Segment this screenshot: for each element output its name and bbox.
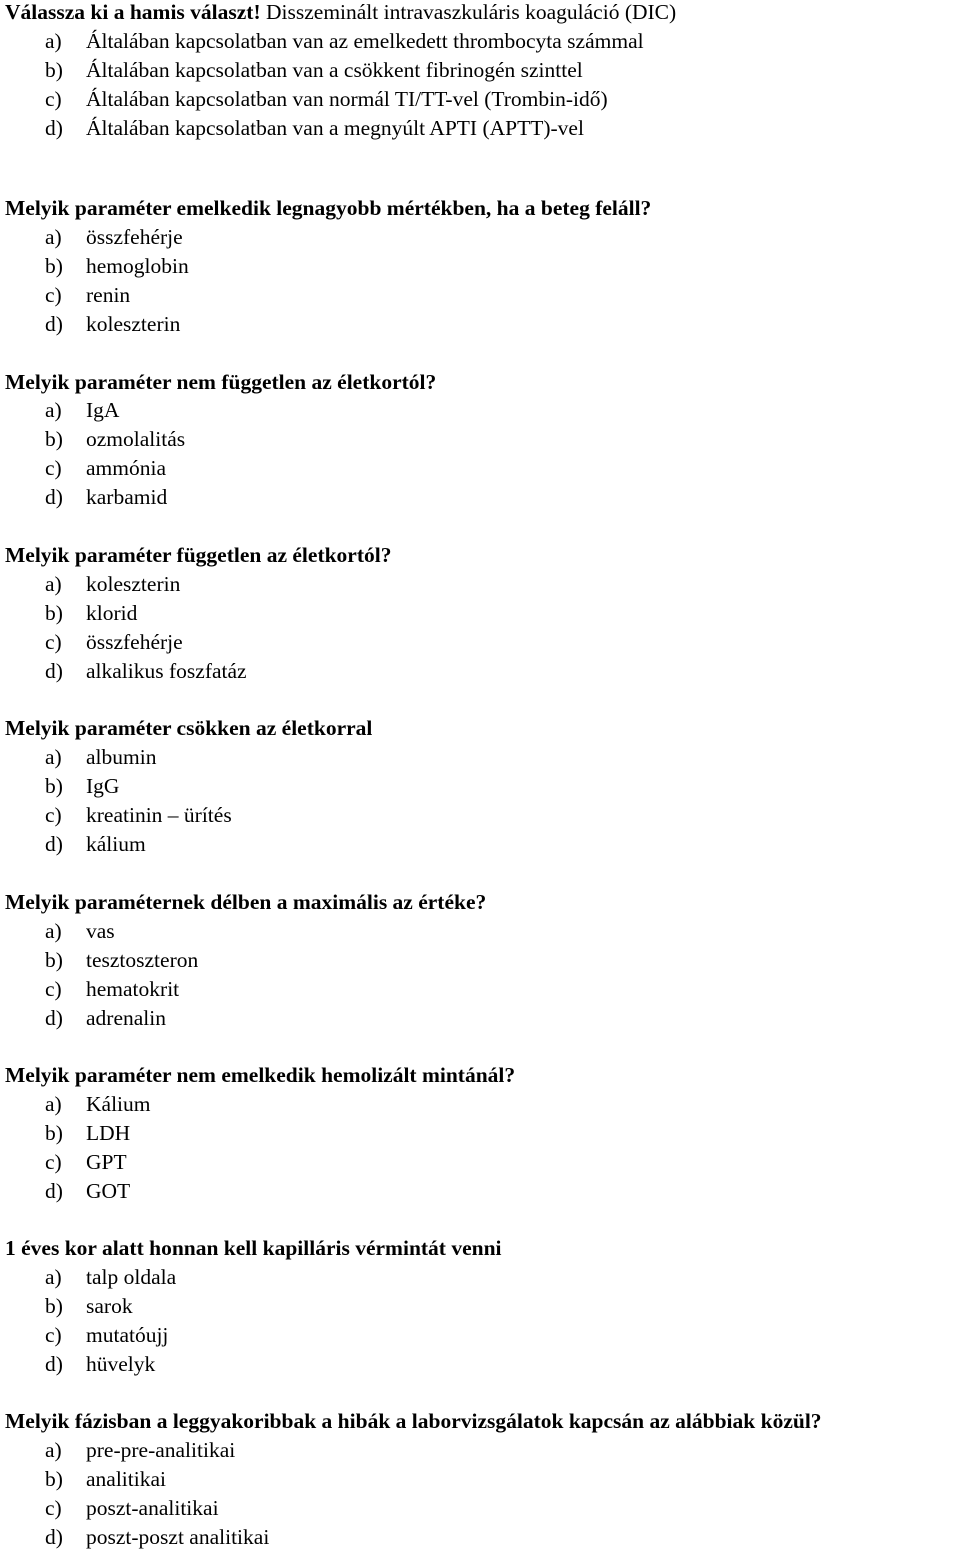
option-letter: d) xyxy=(45,312,63,336)
question-9-title: Melyik fázisban a leggyakoribbak a hibák a laborvizsgálatok kapcsán az alábbiak közül? xyxy=(5,1409,822,1433)
option-text: poszt-analitikai xyxy=(86,1496,219,1520)
option-letter: b) xyxy=(45,1467,63,1491)
option-letter: c) xyxy=(45,630,62,654)
option-letter: c) xyxy=(45,456,62,480)
question-4-option-b xyxy=(45,603,137,627)
question-4-option-c xyxy=(45,632,183,656)
question-2-option-a xyxy=(45,227,183,251)
question-5-option-d xyxy=(45,834,146,858)
option-text: vas xyxy=(86,919,115,943)
question-9-option-d xyxy=(45,1527,269,1551)
question-7-title: Melyik paraméter nem emelkedik hemolizált mintánál? xyxy=(5,1063,516,1087)
option-text: Általában kapcsolatban van a megnyúlt APTI (APTT)-vel xyxy=(86,116,584,140)
option-letter: a) xyxy=(45,29,62,53)
option-letter: d) xyxy=(45,1179,63,1203)
option-text: IgA xyxy=(86,398,120,422)
option-letter: a) xyxy=(45,745,62,769)
question-8-option-a xyxy=(45,1267,176,1291)
question-7-option-d xyxy=(45,1181,130,1205)
option-letter: a) xyxy=(45,1265,62,1289)
question-9-option-c xyxy=(45,1498,219,1522)
option-text: LDH xyxy=(86,1121,131,1145)
option-text: Általában kapcsolatban van az emelkedett thrombocyta számmal xyxy=(86,29,644,53)
option-text: ammónia xyxy=(86,456,167,480)
option-letter: c) xyxy=(45,283,62,307)
option-text: klorid xyxy=(86,601,138,625)
question-text: Disszeminált intravaszkuláris koaguláció (DIC) xyxy=(266,0,677,24)
option-letter: a) xyxy=(45,572,62,596)
question-8-option-c xyxy=(45,1325,168,1349)
option-text: összfehérje xyxy=(86,225,183,249)
option-text: talp oldala xyxy=(86,1265,177,1289)
option-text: Általában kapcsolatban van a csökkent fibrinogén szinttel xyxy=(86,58,583,82)
option-text: kreatinin – ürítés xyxy=(86,803,232,827)
question-3-option-b xyxy=(45,429,185,453)
question-5-title: Melyik paraméter csökken az életkorral xyxy=(5,716,373,740)
option-text: IgG xyxy=(86,774,120,798)
option-text: kálium xyxy=(86,832,146,856)
option-letter: d) xyxy=(45,832,63,856)
option-text: koleszterin xyxy=(86,572,181,596)
question-5-option-a xyxy=(45,747,156,771)
question-4-option-d xyxy=(45,661,247,685)
option-text: összfehérje xyxy=(86,630,183,654)
option-text: albumin xyxy=(86,745,157,769)
question-9-option-a xyxy=(45,1440,235,1464)
question-3-option-d xyxy=(45,487,167,511)
option-letter: d) xyxy=(45,1352,63,1376)
option-letter: c) xyxy=(45,1323,62,1347)
question-4-title: Melyik paraméter független az életkortól? xyxy=(5,543,392,567)
option-text: renin xyxy=(86,283,131,307)
question-7-option-b xyxy=(45,1123,130,1147)
option-text: hüvelyk xyxy=(86,1352,156,1376)
option-letter: c) xyxy=(45,1496,62,1520)
question-2-title: Melyik paraméter emelkedik legnagyobb mértékben, ha a beteg feláll? xyxy=(5,196,652,220)
option-letter: c) xyxy=(45,1150,62,1174)
option-letter: c) xyxy=(45,977,62,1001)
question-6-option-a xyxy=(45,921,115,945)
question-2-option-c xyxy=(45,285,130,309)
option-letter: b) xyxy=(45,1294,63,1318)
option-text: hematokrit xyxy=(86,977,180,1001)
option-text: sarok xyxy=(86,1294,133,1318)
option-text: adrenalin xyxy=(86,1006,166,1030)
option-letter: b) xyxy=(45,427,63,451)
option-letter: b) xyxy=(45,1121,63,1145)
question-5-option-b xyxy=(45,776,119,800)
question-6-title: Melyik paraméternek délben a maximális az értéke? xyxy=(5,890,487,914)
option-text: pre-pre-analitikai xyxy=(86,1438,236,1462)
option-letter: d) xyxy=(45,659,63,683)
question-6-option-c xyxy=(45,979,179,1003)
option-text: koleszterin xyxy=(86,312,181,336)
question-2-option-b xyxy=(45,256,189,280)
option-text: GOT xyxy=(86,1179,131,1203)
option-text: Kálium xyxy=(86,1092,151,1116)
question-6-option-b xyxy=(45,950,198,974)
option-letter: b) xyxy=(45,58,63,82)
question-3-option-a xyxy=(45,400,119,424)
question-3-title: Melyik paraméter nem független az életkortól? xyxy=(5,370,437,394)
option-text: tesztoszteron xyxy=(86,948,199,972)
option-letter: a) xyxy=(45,1438,62,1462)
option-text: alkalikus foszfatáz xyxy=(86,659,247,683)
option-letter: c) xyxy=(45,803,62,827)
option-letter: b) xyxy=(45,601,63,625)
option-text: hemoglobin xyxy=(86,254,189,278)
question-prefix: Válassza ki a hamis választ! xyxy=(5,0,266,24)
question-2-option-d xyxy=(45,314,180,338)
question-7-option-c xyxy=(45,1152,127,1176)
option-letter: d) xyxy=(45,1006,63,1030)
question-7-option-a xyxy=(45,1094,151,1118)
question-8-option-d xyxy=(45,1354,155,1378)
option-letter: d) xyxy=(45,1525,63,1549)
question-1-option-d xyxy=(45,118,584,142)
option-text: mutatóujj xyxy=(86,1323,169,1347)
question-9-option-b xyxy=(45,1469,166,1493)
option-letter: a) xyxy=(45,225,62,249)
question-1-title xyxy=(5,2,676,26)
question-1-option-b xyxy=(45,60,583,84)
option-text: poszt-poszt analitikai xyxy=(86,1525,270,1549)
option-letter: b) xyxy=(45,254,63,278)
option-letter: b) xyxy=(45,948,63,972)
option-text: analitikai xyxy=(86,1467,166,1491)
option-text: ozmolalitás xyxy=(86,427,186,451)
option-letter: d) xyxy=(45,116,63,140)
option-letter: c) xyxy=(45,87,62,111)
option-letter: b) xyxy=(45,774,63,798)
option-letter: a) xyxy=(45,1092,62,1116)
question-8-option-b xyxy=(45,1296,133,1320)
question-1-option-a xyxy=(45,31,644,55)
question-4-option-a xyxy=(45,574,180,598)
question-6-option-d xyxy=(45,1008,166,1032)
question-8-title: 1 éves kor alatt honnan kell kapilláris vérmintát venni xyxy=(5,1236,502,1260)
question-1-option-c xyxy=(45,89,608,113)
option-text: Általában kapcsolatban van normál TI/TT-vel (Trombin-idő) xyxy=(86,87,608,111)
option-letter: a) xyxy=(45,398,62,422)
option-letter: a) xyxy=(45,919,62,943)
option-text: GPT xyxy=(86,1150,127,1174)
question-5-option-c xyxy=(45,805,232,829)
option-letter: d) xyxy=(45,485,63,509)
option-text: karbamid xyxy=(86,485,168,509)
question-3-option-c xyxy=(45,458,166,482)
